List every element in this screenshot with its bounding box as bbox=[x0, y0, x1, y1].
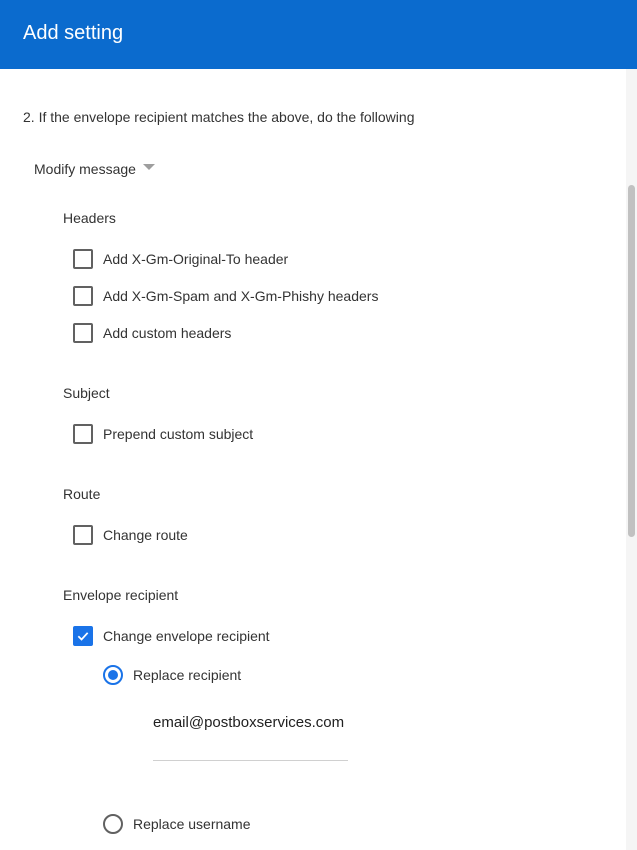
checkbox-label: Change envelope recipient bbox=[103, 628, 270, 644]
action-dropdown[interactable] bbox=[34, 157, 155, 181]
radio-label: Replace recipient bbox=[133, 667, 242, 683]
checkbox-label: Add X-Gm-Original-To header bbox=[103, 251, 289, 267]
dropdown-caret-icon bbox=[143, 164, 155, 170]
radio-selected-dot bbox=[108, 670, 118, 680]
checkbox-row-prepend-subject[interactable] bbox=[73, 422, 253, 446]
checkbox-custom-headers[interactable] bbox=[73, 323, 93, 343]
radio-replace-username[interactable] bbox=[103, 814, 123, 834]
scrollbar-thumb[interactable] bbox=[628, 185, 635, 537]
radio-label: Replace username bbox=[133, 816, 251, 832]
checkbox-row-spam-phishy[interactable] bbox=[73, 284, 378, 308]
radio-replace-recipient[interactable] bbox=[103, 665, 123, 685]
checkbox-original-to[interactable] bbox=[73, 249, 93, 269]
checkbox-label: Prepend custom subject bbox=[103, 426, 254, 442]
section-title-subject: Subject bbox=[63, 385, 110, 401]
checkbox-spam-phishy[interactable] bbox=[73, 286, 93, 306]
checkbox-change-route[interactable] bbox=[73, 525, 93, 545]
step-instruction: 2. If the envelope recipient matches the above, do the following bbox=[23, 109, 415, 125]
checkmark-icon bbox=[76, 629, 90, 643]
recipient-input-value[interactable]: email@postboxservices.com bbox=[153, 714, 345, 731]
checkbox-row-custom-headers[interactable] bbox=[73, 321, 231, 345]
section-title-headers: Headers bbox=[63, 210, 116, 226]
dialog-header bbox=[0, 0, 637, 69]
checkbox-row-change-route[interactable] bbox=[73, 523, 188, 547]
checkbox-label: Change route bbox=[103, 527, 188, 543]
action-dropdown-value: Modify message bbox=[34, 161, 136, 177]
checkbox-prepend-subject[interactable] bbox=[73, 424, 93, 444]
checkbox-label: Add custom headers bbox=[103, 325, 232, 341]
checkbox-change-envelope[interactable] bbox=[73, 626, 93, 646]
vertical-scrollbar[interactable] bbox=[626, 69, 637, 850]
checkbox-row-original-to[interactable] bbox=[73, 247, 288, 271]
dialog-content bbox=[0, 69, 626, 850]
checkbox-row-change-envelope[interactable] bbox=[73, 624, 270, 648]
recipient-input[interactable] bbox=[153, 711, 348, 761]
radio-row-replace-recipient[interactable] bbox=[103, 663, 241, 687]
dialog-title: Add setting bbox=[23, 22, 124, 44]
checkbox-label: Add X-Gm-Spam and X-Gm-Phishy headers bbox=[103, 288, 379, 304]
section-title-envelope: Envelope recipient bbox=[63, 587, 179, 603]
radio-row-replace-username[interactable] bbox=[103, 812, 251, 836]
section-title-route: Route bbox=[63, 486, 101, 502]
